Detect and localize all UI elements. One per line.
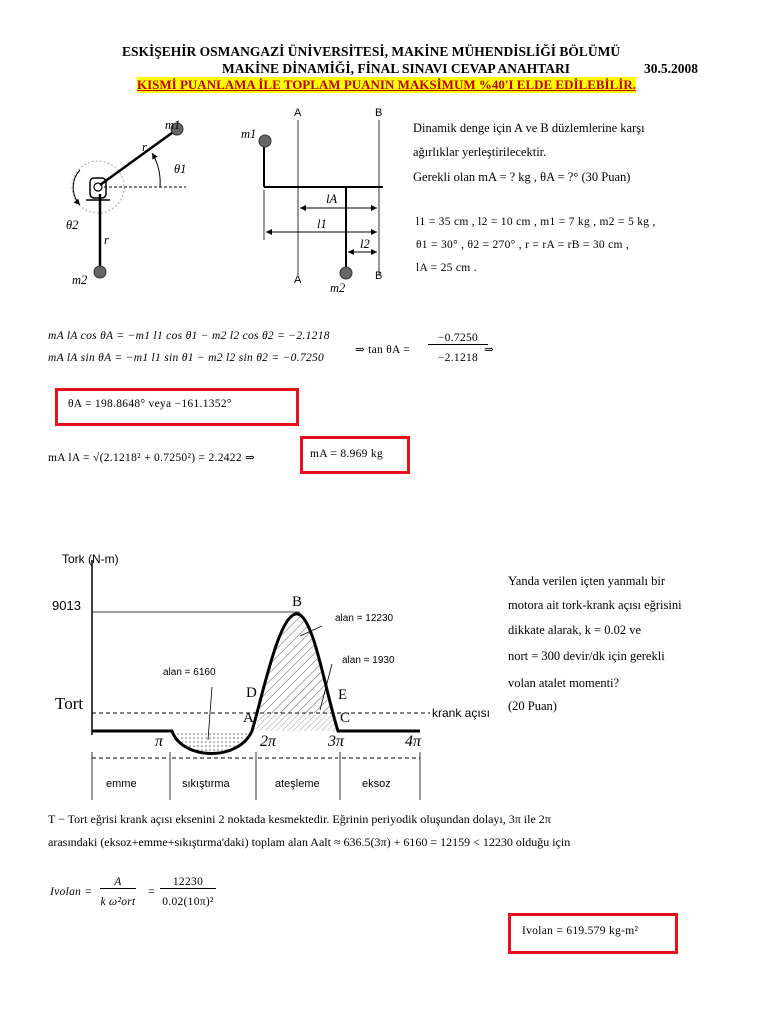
mass-m1b [259, 135, 271, 147]
torque-curve [92, 614, 420, 754]
label-m2: m2 [72, 273, 88, 287]
chart-tick-4pi: 4π [405, 733, 422, 750]
p1-desc-1: Dinamik denge için A ve B düzlemlerine karşı [413, 121, 645, 135]
p2-desc-3: dikkate alarak, k = 0.02 ve [508, 623, 642, 637]
p2-solution-1: T − Tort eğrisi krank açısı eksenini 2 noktada kesmektedir. Eğrinin periyodik oluşundan dolayı, 3π ile 2π [48, 812, 551, 826]
stroke-label-atesleme: ateşleme [275, 778, 320, 790]
p2-desc-4: nort = 300 devir/dk için gerekli [508, 649, 665, 663]
header-date: 30.5.2008 [644, 61, 698, 76]
label-m2b: m2 [330, 281, 346, 295]
ivolan-frac1-den: k ω²ort [100, 896, 136, 908]
torque-chart [92, 560, 430, 800]
stroke-label-eksoz: eksoz [362, 778, 391, 790]
p1-mag-eq: mA lA = √(2.1218² + 0.7250²) = 2.2422 ⇒ [48, 452, 256, 464]
chart-tick-pi: π [155, 733, 164, 750]
ivolan-equals: = [148, 886, 155, 898]
p1-given-1: l1 = 35 cm , l2 = 10 cm , m1 = 7 kg , m2 = 5 kg , [416, 216, 656, 228]
p1-tan-lhs: ⇒ tan θA = [355, 344, 410, 356]
label-m1b: m1 [241, 127, 257, 141]
chart-tort: Tort [55, 694, 84, 713]
p1-desc-3: Gerekli olan mA = ? kg , θA = ?° (30 Puan) [413, 170, 631, 184]
arm-r1 [100, 130, 176, 185]
chart-area-big: alan = 12230 [335, 613, 394, 624]
label-m1: m1 [165, 118, 181, 132]
ivolan-lhs: Ivolan = [50, 886, 93, 898]
theta1-arc [152, 153, 160, 187]
stroke-label-sikistirma: sıkıştırma [182, 778, 230, 790]
ivolan-result: Ivolan = 619.579 kg-m² [522, 925, 639, 937]
area-small [255, 713, 338, 731]
p2-solution-2: arasındaki (eksoz+emme+sıkıştırma'daki) toplam alan Aalt ≈ 636.5(3π) + 6160 = 12159 < 12230 olduğu için [48, 835, 571, 849]
mass-m2 [94, 266, 106, 278]
chart-point-A: A [243, 710, 254, 726]
p2-desc-2: motora ait tork-krank açısı eğrisini [508, 598, 682, 612]
ivolan-frac2-num: 12230 [160, 876, 216, 889]
label-r-bot: r [104, 233, 109, 247]
p1-tan-den: −2.1218 [437, 352, 479, 364]
shaft-diagram [259, 120, 383, 279]
p1-given-2: θ1 = 30° , θ2 = 270° , r = rA = rB = 30 cm , [416, 239, 630, 251]
header-course: MAKİNE DİNAMİĞİ, FİNAL SINAVI CEVAP ANAHTARI [222, 61, 571, 76]
label-r-top: r [142, 140, 147, 154]
chart-area-neg: alan = 6160 [163, 667, 216, 678]
label-l2: l2 [360, 237, 370, 251]
header-university: ESKİŞEHİR OSMANGAZİ ÜNİVERSİTESİ, MAKİNE MÜHENDİSLİĞİ BÖLÜMÜ [122, 44, 621, 59]
chart-tick-2pi: 2π [260, 733, 277, 750]
p1-tan-arrow: ⇒ [484, 344, 494, 356]
label-plane-B-top: B [375, 107, 383, 119]
grading-note: KISMİ PUANLAMA İLE TOPLAM PUANIN MAKSİMUM %40'I ELDE EDİLEBİLİR. [137, 77, 636, 92]
p1-eq-sin: mA lA sin θA = −m1 l1 sin θ1 − m2 l2 sin θ2 = −0.7250 [48, 352, 325, 364]
chart-area-small: alan = 1930 [342, 655, 395, 666]
p2-desc-6: (20 Puan) [508, 699, 557, 713]
rotation-arrow [73, 170, 80, 205]
p2-desc-5: volan atalet momenti? [508, 676, 620, 690]
label-l1: l1 [317, 217, 327, 231]
stroke-label-emme: emme [106, 778, 137, 790]
label-theta2: θ2 [66, 218, 79, 232]
label-lA: lA [326, 192, 338, 206]
mass-m2b [340, 267, 352, 279]
rotor-diagram [72, 123, 186, 278]
label-plane-A-bot: A [294, 274, 302, 286]
chart-ylabel: Tork (N-m) [62, 552, 119, 566]
chart-point-D: D [246, 685, 257, 701]
chart-peak: 9013 [52, 598, 81, 613]
p1-eq-cos: mA lA cos θA = −m1 l1 cos θ1 − m2 l2 cos θ2 = −2.1218 [48, 330, 330, 342]
label-plane-B-bot: B [375, 270, 383, 282]
p2-desc-1: Yanda verilen içten yanmalı bir [508, 574, 666, 588]
chart-point-E: E [338, 687, 348, 703]
label-plane-A-top: A [294, 107, 302, 119]
label-theta1: θ1 [174, 162, 187, 176]
chart-tick-3pi: 3π [328, 733, 345, 750]
area-negative [92, 731, 250, 753]
chart-xlabel: krank açısı [432, 706, 491, 720]
p1-tan-num: −0.7250 [428, 332, 488, 345]
ivolan-frac1-num: A [100, 876, 136, 889]
chart-point-B: B [292, 594, 303, 610]
p1-desc-2: ağırlıklar yerleştirilecektir. [413, 145, 547, 159]
chart-point-C: C [340, 710, 351, 726]
mass-result: mA = 8.969 kg [310, 448, 384, 460]
p1-given-3: lA = 25 cm . [416, 262, 477, 274]
ivolan-frac2-den: 0.02(10π)² [162, 896, 214, 908]
theta-result: θA = 198.8648° veya −161.1352° [68, 398, 232, 410]
